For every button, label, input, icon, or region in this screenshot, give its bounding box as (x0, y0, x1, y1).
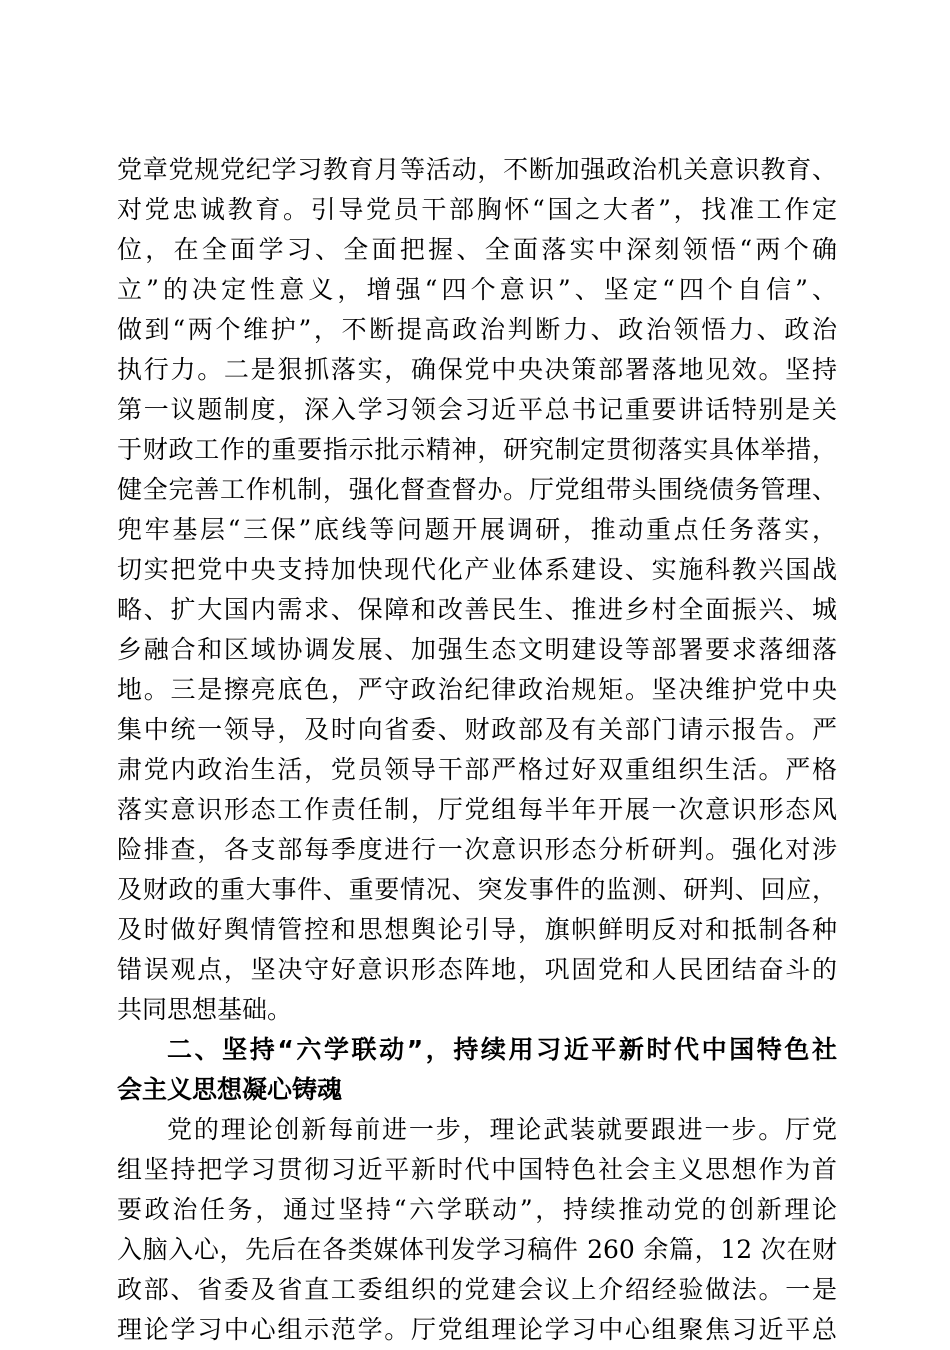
text-line: 地。三是擦亮底色，严守政治纪律政治规矩。坚决维护党中央 (117, 675, 837, 704)
text-line: 兜牢基层“三保”底线等问题开展调研，推动重点任务落实， (117, 515, 837, 544)
text-line: 第一议题制度，深入学习领会习近平总书记重要讲话特别是关 (117, 395, 837, 424)
text-line: 健全完善工作机制，强化督查督办。厅党组带头围绕债务管理、 (117, 475, 837, 504)
document-page (117, 150, 837, 1350)
text-line: 要政治任务，通过坚持“六学联动”，持续推动党的创新理论 (117, 1195, 837, 1224)
paragraph-party-education (117, 150, 837, 1030)
text-line: 位，在全面学习、全面把握、全面落实中深刻领悟“两个确 (117, 235, 837, 264)
text-line: 于财政工作的重要指示批示精神，研究制定贯彻落实具体举措， (117, 435, 837, 464)
heading-line: 会主义思想凝心铸魂 (117, 1075, 343, 1104)
text-line: 险排查，各支部每季度进行一次意识形态分析研判。强化对涉 (117, 835, 837, 864)
text-line: 入脑入心，先后在各类媒体刊发学习稿件 260 余篇，12 次在财 (117, 1235, 837, 1264)
section-heading (117, 1030, 837, 1110)
heading-line: 二、坚持“六学联动”，持续用习近平新时代中国特色社 (167, 1035, 837, 1064)
text-line: 理论学习中心组示范学。厅党组理论学习中心组聚焦习近平总 (117, 1315, 837, 1344)
text-line: 执行力。二是狠抓落实，确保党中央决策部署落地见效。坚持 (117, 355, 837, 384)
text-line: 略、扩大国内需求、保障和改善民生、推进乡村全面振兴、城 (117, 595, 837, 624)
text-line: 落实意识形态工作责任制，厅党组每半年开展一次意识形态风 (117, 795, 837, 824)
text-line: 党的理论创新每前进一步，理论武装就要跟进一步。厅党 (167, 1115, 837, 1144)
text-line: 肃党内政治生活，党员领导干部严格过好双重组织生活。严格 (117, 755, 837, 784)
text-line: 党章党规党纪学习教育月等活动，不断加强政治机关意识教育、 (117, 155, 837, 184)
text-line: 对党忠诚教育。引导党员干部胸怀“国之大者”，找准工作定 (117, 195, 837, 224)
text-line: 做到“两个维护”，不断提高政治判断力、政治领悟力、政治 (117, 315, 837, 344)
text-line: 切实把党中央支持加快现代化产业体系建设、实施科教兴国战 (117, 555, 837, 584)
text-line: 集中统一领导，及时向省委、财政部及有关部门请示报告。严 (117, 715, 837, 744)
text-line: 及财政的重大事件、重要情况、突发事件的监测、研判、回应， (117, 875, 837, 904)
text-line: 政部、省委及省直工委组织的党建会议上介绍经验做法。一是 (117, 1275, 837, 1304)
text-line: 组坚持把学习贯彻习近平新时代中国特色社会主义思想作为首 (117, 1155, 837, 1184)
text-line: 共同思想基础。 (117, 995, 293, 1024)
text-line: 及时做好舆情管控和思想舆论引导，旗帜鲜明反对和抵制各种 (117, 915, 837, 944)
text-line: 立”的决定性意义，增强“四个意识”、坚定“四个自信”、 (117, 275, 837, 304)
text-line: 乡融合和区域协调发展、加强生态文明建设等部署要求落细落 (117, 635, 837, 664)
text-line: 错误观点，坚决守好意识形态阵地，巩固党和人民团结奋斗的 (117, 955, 837, 984)
paragraph-theory-study (117, 1110, 837, 1350)
